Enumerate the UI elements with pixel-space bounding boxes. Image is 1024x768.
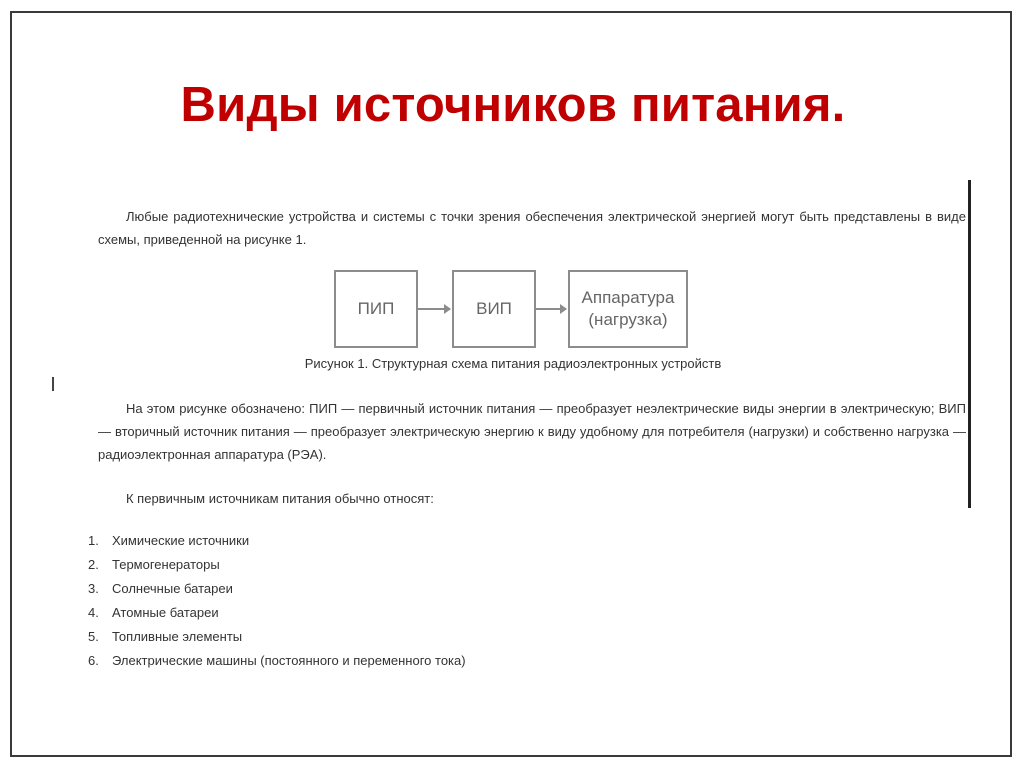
secondary-source-label: ВИП [476, 299, 512, 318]
intro-paragraph [98, 205, 966, 251]
secondary-source-box [452, 270, 536, 348]
list-item: 6. Электрические машины (постоянного и переменного тока) [88, 653, 466, 668]
slide-title: Виды источников питания. [180, 78, 846, 132]
load-label-line1: Аппаратура [581, 288, 675, 307]
list-item: 4. Атомные батареи [88, 605, 219, 620]
description-text: На этом рисунке обозначено: ПИП — первичный источник питания — преобразует неэлектрические виды энергии в электрическую; ВИП — вторичный источник питания — преобразует электрическую энергию к виду удобному для потребителя (нагрузки) и собственно нагрузка — радиоэлектронная аппаратура (РЭА). [98, 401, 966, 462]
figure-caption: Рисунок 1. Структурная схема питания радиоэлектронных устройств [304, 356, 722, 371]
load-box [568, 270, 688, 348]
primary-source-label: ПИП [357, 299, 395, 318]
list-intro-text: К первичным источникам питания обычно относят: [126, 491, 434, 506]
list-item: 5. Топливные элементы [88, 629, 243, 644]
list-intro-paragraph [98, 487, 966, 510]
load-label-line2: (нагрузка) [588, 310, 668, 329]
scan-mark [52, 377, 54, 391]
intro-text: Любые радиотехнические устройства и системы с точки зрения обеспечения электрической энергией могут быть представлены в виде схемы, приведенной на рисунке 1. [98, 209, 966, 247]
arrow-right-icon [536, 308, 566, 310]
slide [10, 11, 1012, 757]
primary-source-box [334, 270, 418, 348]
list-item: 1. Химические источники [88, 533, 250, 548]
primary-sources-list [88, 529, 466, 673]
scan-margin-line [968, 180, 971, 508]
description-paragraph [98, 397, 966, 466]
list-item: 2. Термогенераторы [88, 557, 220, 572]
arrow-right-icon [418, 308, 450, 310]
list-item: 3. Солнечные батареи [88, 581, 233, 596]
